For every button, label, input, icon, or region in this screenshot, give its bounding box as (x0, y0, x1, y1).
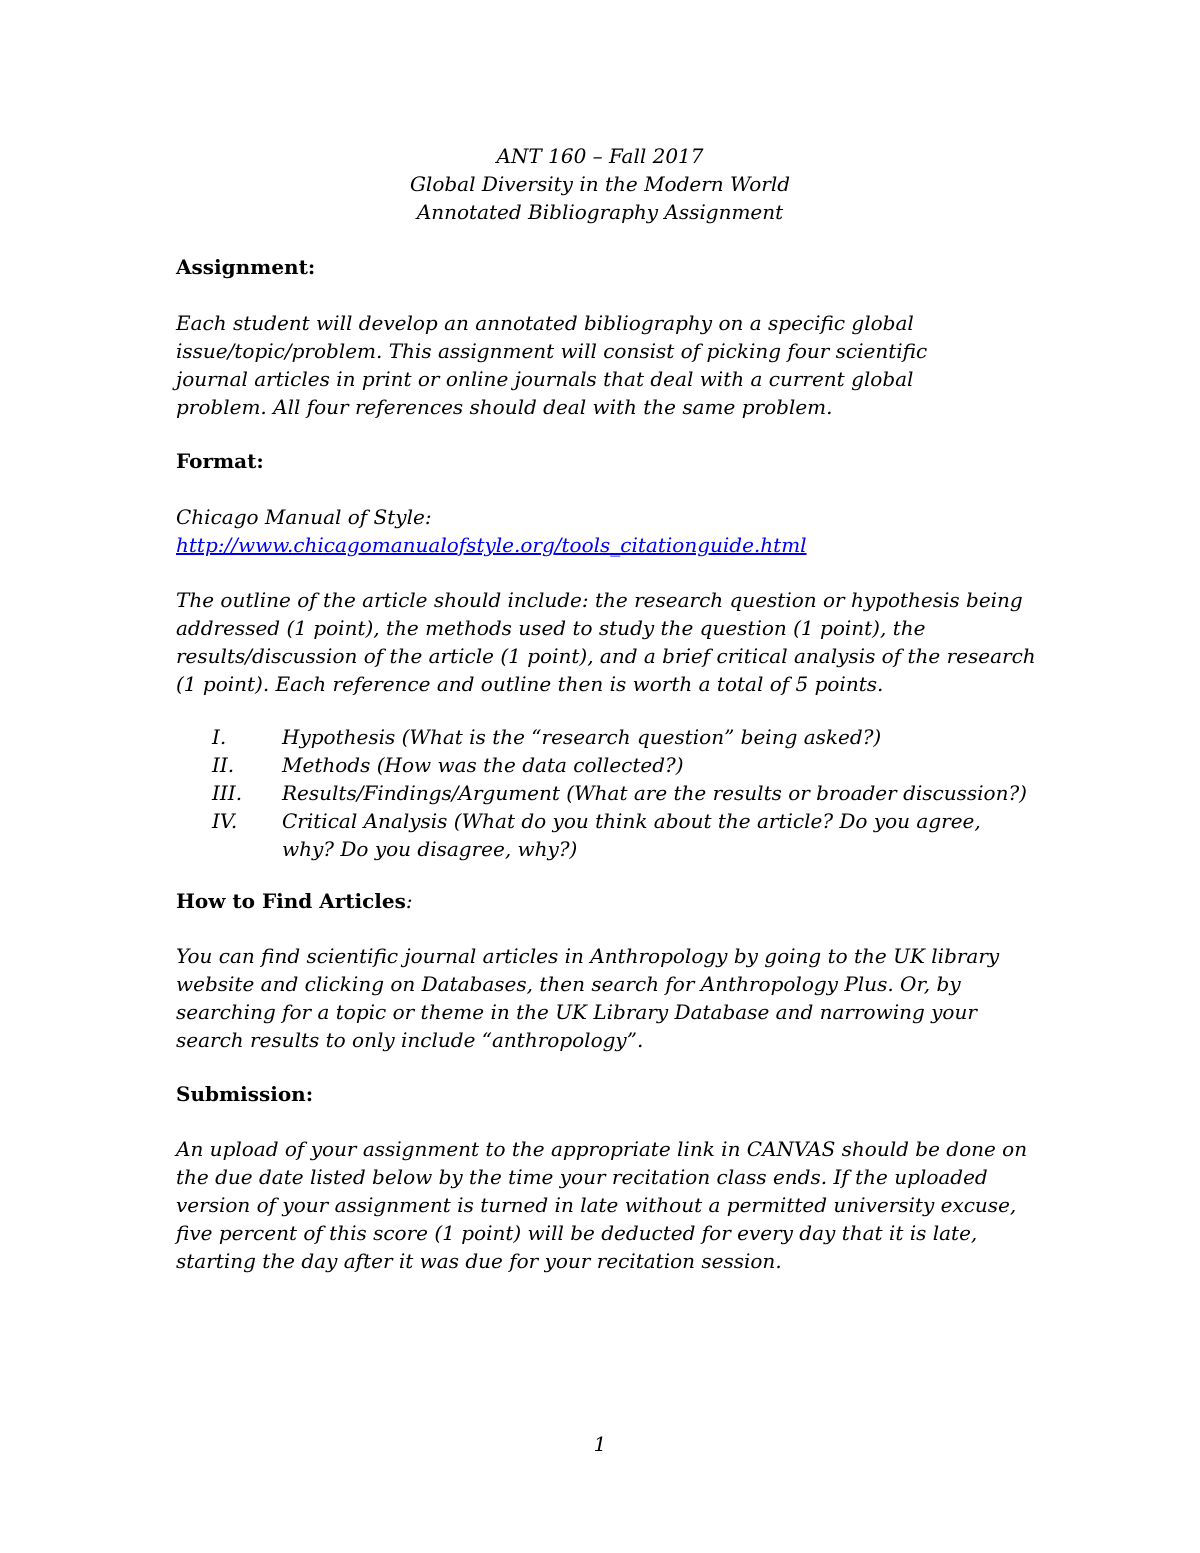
course-subtitle: Global Diversity in the Modern World (409, 172, 791, 196)
outline-list (176, 723, 1036, 863)
format-heading: Format: (176, 449, 264, 473)
list-item-number: II. (212, 753, 235, 777)
style-link-wrapper (176, 531, 1036, 559)
outline-description: The outline of the article should include: the research question or hypothesis being addressed (1 point), the methods used to study the question (1 point), the results/discussion of the article (1 point), and a brief critical analysis of the research (1 point). Each reference and outline then is worth a total of 5 points. (176, 588, 1036, 696)
find-articles-heading-colon: : (405, 889, 413, 913)
chicago-style-link[interactable]: http://www.chicagomanualofstyle.org/tools_citationguide.html (176, 533, 807, 557)
list-item-number: I. (212, 725, 227, 749)
assignment-title: Annotated Bibliography Assignment (416, 200, 784, 224)
list-item (176, 807, 1036, 863)
list-item-number: IV. (212, 809, 238, 833)
course-title: ANT 160 – Fall 2017 (496, 144, 704, 168)
list-item-number: III. (212, 781, 243, 805)
assignment-heading: Assignment: (176, 255, 316, 279)
document-title-block (0, 142, 1200, 226)
find-articles-body: You can find scientific journal articles in Anthropology by going to the UK library website and clicking on Databases, then search for Anthropology Plus. Or, by searching for a topic or theme in the UK Library Database and narrowing your search results to only include “anthropology”. (176, 944, 1000, 1052)
submission-heading: Submission: (176, 1082, 314, 1106)
list-item (176, 779, 1036, 807)
list-item (176, 751, 1036, 779)
list-item (176, 723, 1036, 751)
style-label: Chicago Manual of Style: (176, 505, 432, 529)
submission-body: An upload of your assignment to the appropriate link in CANVAS should be done on the due date listed below by the time your recitation class ends. If the uploaded version of your assignment is turned in late without a permitted university excuse, five percent of this score (1 point) will be deducted for every day that it is late, starting the day after it was due for your recitation session. (176, 1137, 1028, 1273)
find-articles-heading-text: How to Find Articles (176, 889, 406, 913)
list-item-text: Methods (How was the data collected?) (282, 753, 684, 777)
find-articles-heading (176, 887, 413, 915)
page-number: 1 (593, 1432, 607, 1456)
list-item-text: Critical Analysis (What do you think about the article? Do you agree, why? Do you disagree, why?) (282, 809, 981, 861)
assignment-body: Each student will develop an annotated bibliography on a specific global issue/topic/problem. This assignment will consist of picking four scientific journal articles in print or online journals that deal with a current global problem. All four references should deal with the same problem. (176, 311, 928, 419)
list-item-text: Hypothesis (What is the “research question” being asked?) (282, 725, 882, 749)
list-item-text: Results/Findings/Argument (What are the results or broader discussion?) (282, 781, 1027, 805)
